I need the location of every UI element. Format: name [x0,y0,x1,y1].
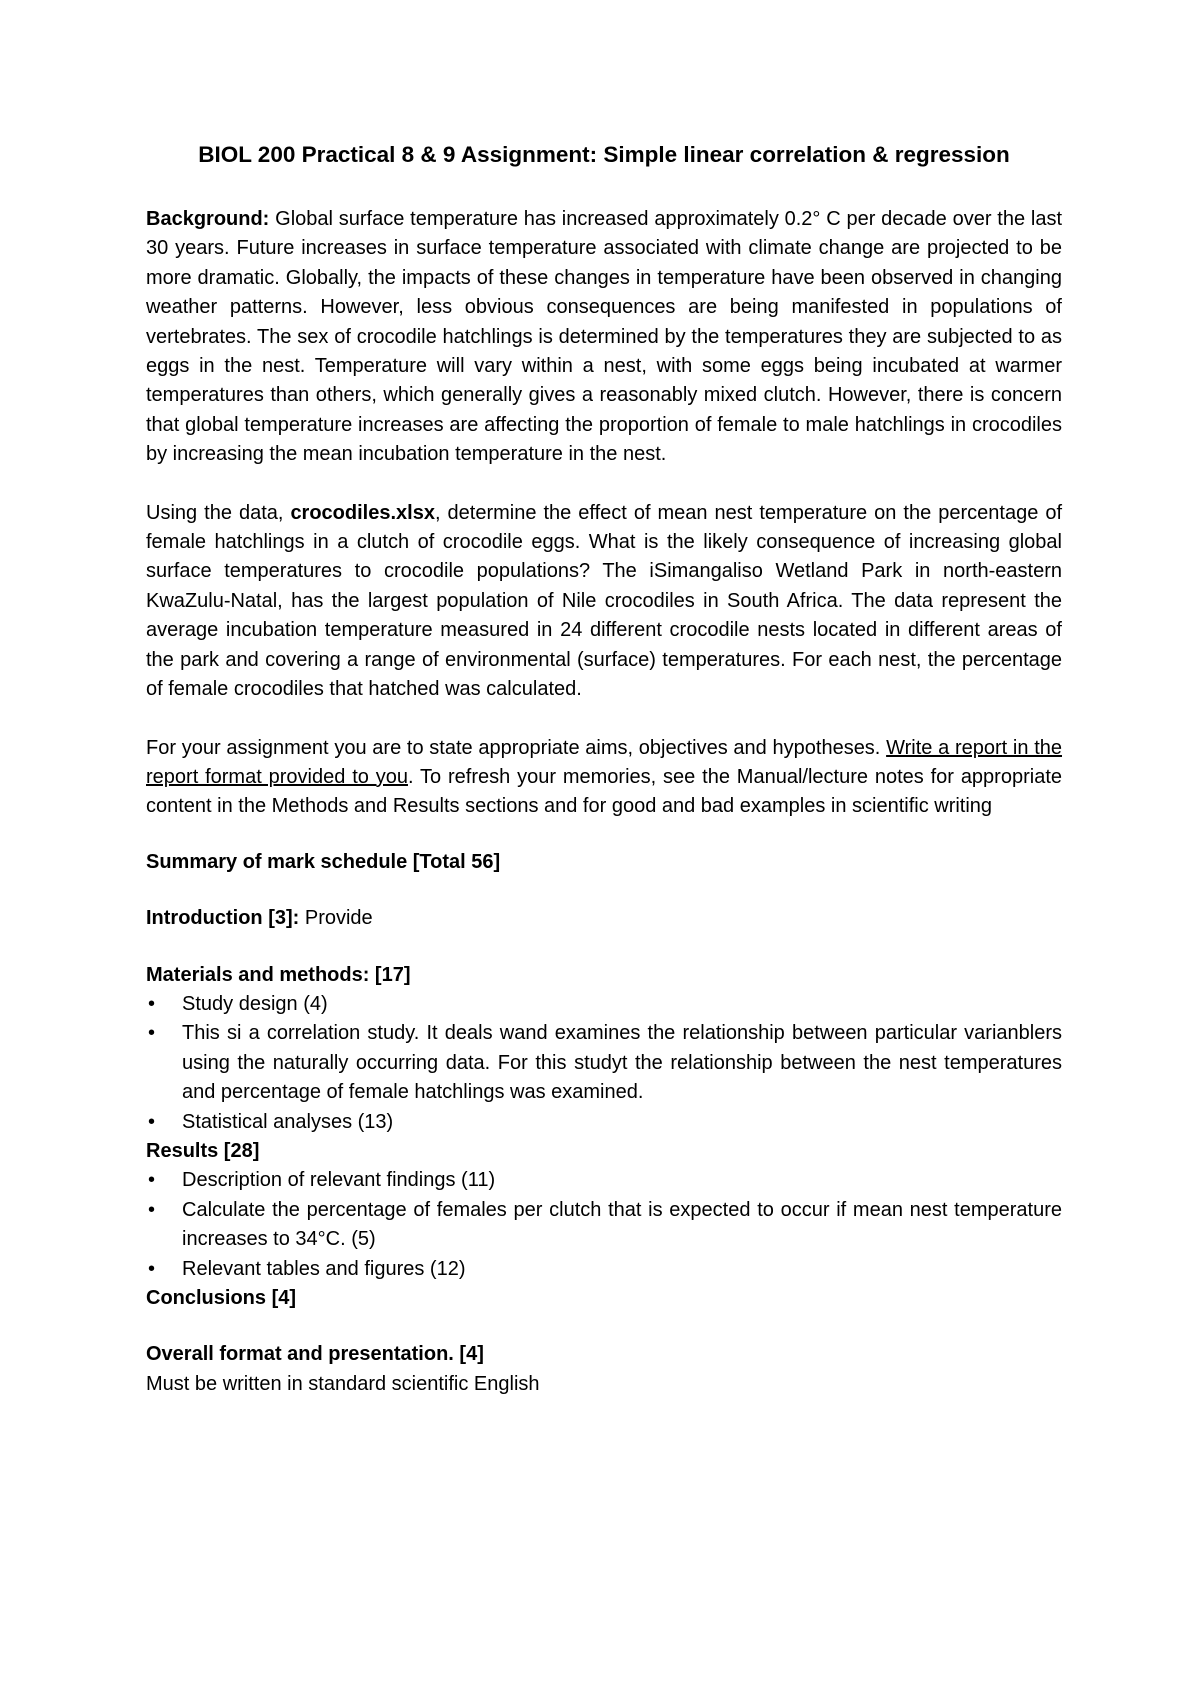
mark-schedule-summary: Summary of mark schedule [Total 56] [146,850,501,873]
methods-item-text: Study design (4) [182,992,328,1015]
document-body [146,140,1062,1399]
introduction-heading: Introduction [3]: [146,907,300,930]
methods-item-text: This si a correlation study. It deals wand examines the relationship between particular varianblers using the naturally occurring data. For this studyt the relationship between the nest temperatures and percentage of female hatchlings was examined. [182,1022,1062,1104]
results-item [146,1255,1062,1284]
assignment-intro: For your assignment you are to state appropriate aims, objectives and hypotheses. [146,736,887,759]
methods-item-text: Statistical analyses (13) [182,1110,394,1133]
methods-item [146,1019,1062,1107]
document-title: BIOL 200 Practical 8 & 9 Assignment: Simple linear correlation & regression [198,142,1010,167]
bullet-icon: • [148,1198,156,1221]
data-paragraph [146,499,1062,705]
background-paragraph [146,205,1062,470]
results-item [146,1166,1062,1195]
results-list [146,1166,1062,1284]
results-item [146,1196,1062,1255]
assignment-body: . To refresh your memories, see the Manual/lecture notes for appropriate content in the Methods and Results sections and for good and bad examples in scientific writing [146,765,1062,818]
data-paragraph-intro: Using the data, [146,501,291,524]
results-item-text: Relevant tables and figures (12) [182,1257,466,1280]
data-file-name: crocodiles.xlsx [290,501,435,524]
conclusions-heading: Conclusions [4] [146,1287,297,1309]
report-format-instruction: Write a report in the report format provided to you [146,736,1062,788]
bullet-icon: • [148,1110,156,1133]
methods-heading: Materials and methods: [17] [146,963,411,986]
bullet-icon: • [148,1169,156,1192]
format-text: Must be written in standard scientific English [146,1372,540,1395]
results-item-text: Calculate the percentage of females per clutch that is expected to occur if mean nest temperature increases to 34°C. (5) [182,1198,1062,1251]
assignment-paragraph [146,734,1062,822]
methods-item [146,990,1062,1019]
introduction-line [146,904,1062,933]
bullet-icon: • [148,992,156,1015]
introduction-text: Provide [299,907,373,930]
data-paragraph-body: , determine the effect of mean nest temperature on the percentage of female hatchlings in a clutch of crocodile eggs. What is the likely consequence of increasing global surface temperatures to crocodile populations? The iSimangaliso Wetland Park in north-eastern KwaZulu-Natal, has the largest population of Nile crocodiles in South Africa. The data represent the average incubation temperature measured in 24 different crocodile nests located in different areas of the park and covering a range of environmental (surface) temperatures. For each nest, the percentage of female crocodiles that hatched was calculated. [146,501,1063,701]
background-text: Global surface temperature has increased approximately 0.2° C per decade over the last 30 years. Future increases in surface temperature associated with climate change are projected to be more dramatic. Globally, the impacts of these changes in temperature have been observed in changing weather patterns. However, less obvious consequences are being manifested in populations of vertebrates. The sex of crocodile hatchlings is determined by the temperatures they are subjected to as eggs in the nest. Temperature will vary within a nest, with some eggs being incubated at warmer temperatures than others, which generally gives a reasonably mixed clutch. However, there is concern that global temperature increases are affecting the proportion of female to male hatchlings in crocodiles by increasing the mean incubation temperature in the nest. [146,208,1062,466]
background-label: Background: [146,208,270,230]
format-heading: Overall format and presentation. [4] [146,1343,484,1366]
bullet-icon: • [148,1022,156,1045]
bullet-icon: • [148,1257,156,1280]
methods-list [146,990,1062,1137]
results-item-text: Description of relevant findings (11) [182,1169,496,1192]
results-heading: Results [28] [146,1139,260,1162]
methods-item [146,1108,1062,1137]
